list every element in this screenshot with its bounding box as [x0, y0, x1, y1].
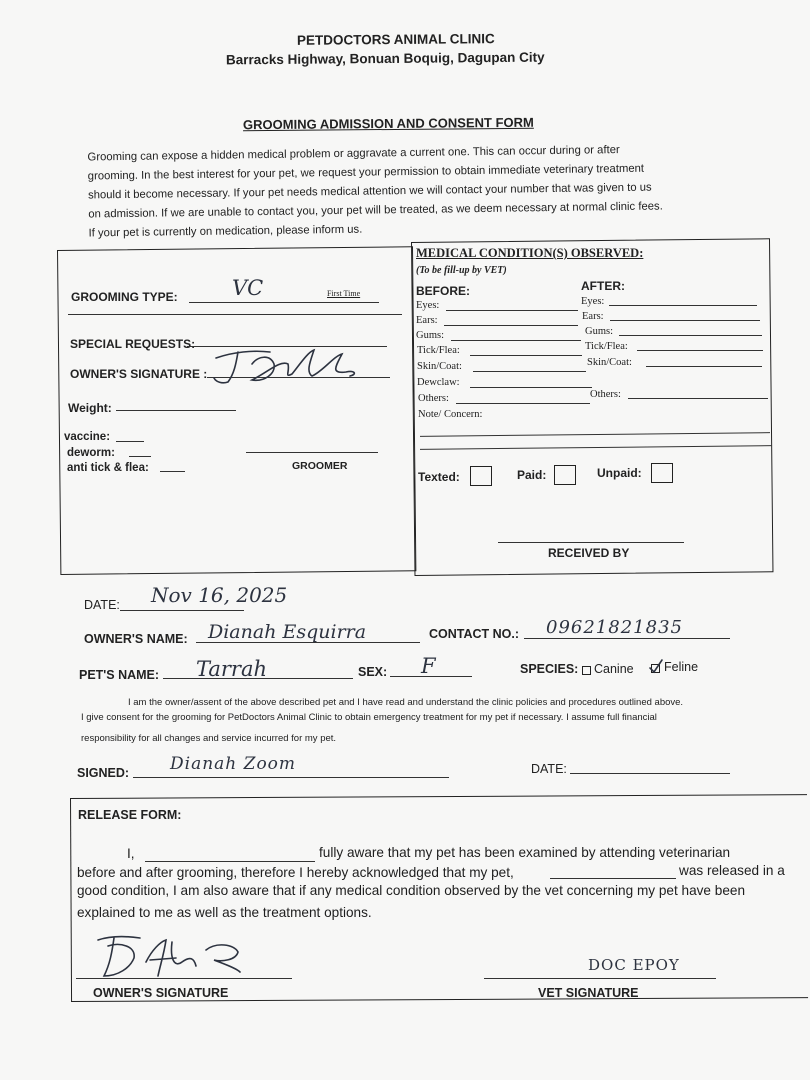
first-time-label: First Time	[327, 289, 361, 298]
special-requests-label: SPECIAL REQUESTS:	[70, 337, 196, 351]
vet-signature-value[interactable]: DOC EPOY	[588, 956, 680, 974]
consent-line: responsibility for all changes and service incurred for my pet.	[81, 733, 337, 744]
contact-line	[524, 638, 730, 639]
feline-label: Feline	[664, 660, 699, 674]
before-item-line	[470, 355, 582, 356]
before-item: Others:	[418, 393, 449, 404]
vaccine-line	[116, 441, 144, 442]
date-value[interactable]: Nov 16, 2025	[151, 583, 288, 607]
owner-signature-image[interactable]	[208, 342, 368, 392]
paid-label: Paid:	[517, 468, 547, 482]
before-item: Ears:	[416, 315, 438, 326]
before-item: Eyes:	[416, 300, 440, 311]
after-item-line	[628, 398, 768, 399]
texted-label: Texted:	[418, 470, 460, 484]
before-item-line	[470, 387, 592, 388]
before-item-line	[456, 403, 590, 404]
after-item: Skin/Coat:	[587, 357, 632, 368]
after-item: Tick/Flea:	[585, 341, 628, 352]
pet-name-value[interactable]: Tarrah	[196, 657, 268, 681]
vet-signature-label: VET SIGNATURE	[538, 986, 639, 1000]
sex-label: SEX:	[358, 665, 388, 679]
release-line-1-rest: fully aware that my pet has been examined by attending veterinarian	[319, 845, 731, 860]
paid-checkbox[interactable]	[554, 465, 576, 485]
intro-line: Grooming can expose a hidden medical problem or aggravate a current one. This can occur during or after	[87, 144, 620, 164]
canine-label: Canine	[594, 662, 634, 676]
after-label: AFTER:	[581, 279, 625, 293]
release-owner-signature-line	[76, 978, 292, 979]
release-owner-signature-image[interactable]	[90, 932, 250, 982]
release-line-2-start: before and after grooming, therefore I hereby acknowledged that my pet,	[77, 865, 514, 880]
deworm-line	[129, 456, 151, 457]
before-item: Skin/Coat:	[417, 361, 462, 372]
release-name-line	[145, 861, 315, 862]
feline-check-mark-icon	[648, 658, 664, 674]
unpaid-checkbox[interactable]	[651, 463, 673, 483]
after-item-line	[637, 350, 763, 351]
before-item-line	[473, 371, 586, 372]
anti-tick-line	[160, 471, 185, 472]
release-owner-signature-label: OWNER'S SIGNATURE	[93, 986, 229, 1000]
medical-title: MEDICAL CONDITION(S) OBSERVED:	[416, 246, 644, 260]
vet-signature-line	[484, 978, 716, 979]
weight-line	[116, 410, 236, 411]
before-item: Tick/Flea:	[417, 345, 460, 356]
before-item-line	[451, 340, 581, 341]
release-line-4: explained to me as well as the treatment options.	[77, 905, 372, 920]
before-label: BEFORE:	[416, 284, 470, 298]
signed-label: SIGNED:	[77, 766, 130, 780]
release-title: RELEASE FORM:	[78, 808, 182, 822]
texted-checkbox[interactable]	[470, 466, 492, 486]
consent-line: I am the owner/assent of the above described pet and I have read and understand the clinic policies and procedures outlined above.	[128, 697, 684, 708]
unpaid-label: Unpaid:	[597, 466, 642, 480]
signed-line	[133, 777, 449, 778]
consent-line: I give consent for the grooming for PetDoctors Animal Clinic to obtain emergency treatment for my pet if necessary. I assume full financial	[81, 712, 657, 723]
groomer-label: GROOMER	[292, 460, 348, 472]
release-line-2-end: was released in a	[679, 863, 785, 878]
medical-subtitle: (To be fill-up by VET)	[416, 265, 507, 276]
intro-line: should it become necessary. If your pet needs medical attention we will contact your number that was given to us	[87, 181, 652, 202]
release-pet-line	[550, 878, 676, 879]
after-item-line	[646, 366, 762, 367]
weight-label: Weight:	[68, 401, 112, 415]
after-item: Gums:	[585, 326, 614, 337]
canine-checkbox[interactable]	[582, 666, 591, 675]
signed-date-label: DATE:	[531, 762, 567, 776]
anti-tick-label: anti tick & flea:	[67, 462, 149, 474]
owner-name-value[interactable]: Dianah Esquirra	[208, 621, 367, 643]
clinic-address: Barracks Highway, Bonuan Boquig, Dagupan City	[225, 49, 545, 68]
received-by-label: RECEIVED BY	[548, 546, 630, 560]
date-label: DATE:	[84, 598, 120, 612]
before-item-line	[444, 325, 578, 326]
after-item-line	[609, 305, 757, 306]
before-item: Gums:	[416, 330, 445, 341]
contact-label: CONTACT NO.:	[429, 627, 520, 641]
groomer-signature-line	[246, 452, 378, 453]
owner-name-label: OWNER'S NAME:	[84, 632, 188, 646]
grooming-extra-line	[68, 314, 402, 315]
date-line	[120, 610, 244, 611]
after-item-line	[619, 335, 762, 336]
intro-line: on admission. If we are unable to contact you, your pet will be treated, as we deem necessary at normal clinic fees.	[88, 200, 663, 221]
signed-value[interactable]: Dianah Zoom	[170, 754, 297, 774]
intro-paragraph	[87, 140, 728, 244]
release-i-label: I,	[127, 846, 135, 861]
clinic-name: PETDOCTORS ANIMAL CLINIC	[296, 31, 495, 48]
contact-value[interactable]: 09621821835	[546, 617, 683, 638]
release-line-1	[127, 844, 135, 864]
deworm-label: deworm:	[67, 447, 115, 459]
after-item: Eyes:	[581, 296, 605, 307]
pet-name-label: PET'S NAME:	[79, 668, 160, 682]
species-label: SPECIES:	[520, 662, 579, 676]
sex-value[interactable]: F	[421, 654, 436, 678]
before-item-line	[446, 310, 578, 311]
intro-line: If your pet is currently on medication, please inform us.	[88, 223, 363, 240]
owner-signature-label: OWNER'S SIGNATURE :	[70, 367, 208, 381]
after-item: Others:	[590, 389, 621, 400]
release-line-3: good condition, I am also aware that if any medical condition observed by the vet concerning my pet have been	[77, 883, 746, 898]
signed-date-line	[570, 773, 730, 774]
after-item: Ears:	[582, 311, 604, 322]
form-title: GROOMING ADMISSION AND CONSENT FORM	[242, 114, 534, 133]
intro-line: grooming. In the best interest for your pet, we request your permission to obtain immediate veterinary treatment	[87, 162, 645, 183]
grooming-type-value[interactable]: VC	[232, 276, 264, 300]
after-item-line	[610, 320, 760, 321]
grooming-type-line	[189, 302, 379, 303]
grooming-type-label: GROOMING TYPE:	[71, 290, 178, 304]
note-label: Note/ Concern:	[418, 409, 483, 420]
before-item: Dewclaw:	[417, 377, 460, 388]
received-by-line	[498, 542, 684, 543]
vaccine-label: vaccine:	[64, 431, 111, 443]
